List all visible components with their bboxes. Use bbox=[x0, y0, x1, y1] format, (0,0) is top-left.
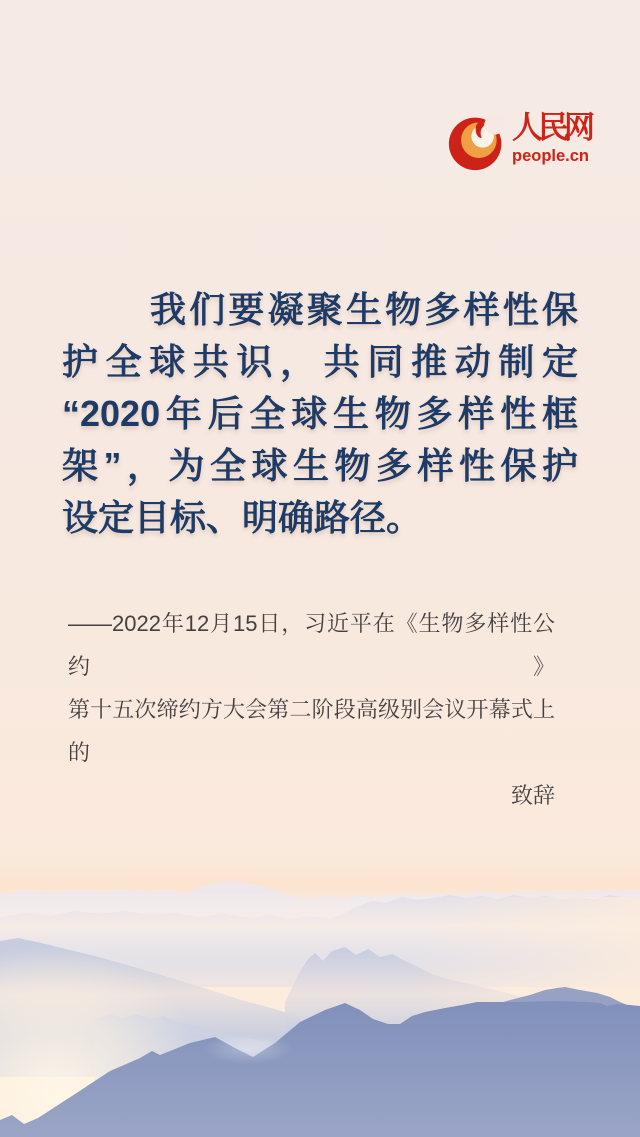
attribution-line-2: 第十五次缔约方大会第二阶段高级别会议开幕式上的 bbox=[68, 697, 555, 765]
logo-text-block bbox=[512, 110, 590, 165]
quote-line-5: 设定目标、明确路径。 bbox=[62, 497, 423, 538]
valley-mist bbox=[202, 1034, 294, 1064]
quote-text-block bbox=[62, 284, 578, 544]
quote-line-4: 架”，为全球生物多样性保护 bbox=[62, 445, 578, 486]
people-cn-swirl-icon bbox=[447, 112, 507, 172]
mountain-background-illustration bbox=[0, 837, 640, 1137]
quote-line-2: 护全球共识，共同推动制定 bbox=[62, 341, 578, 382]
quote-attribution bbox=[68, 602, 555, 817]
attribution-line-3: 致辞 bbox=[510, 783, 555, 808]
logo-brand-name: 人民网 bbox=[512, 110, 590, 145]
logo-brand-domain: people.cn bbox=[512, 147, 590, 165]
people-cn-logo bbox=[447, 110, 590, 172]
attribution-line-1: ——2022年12月15日，习近平在《生物多样性公约》 bbox=[68, 611, 555, 679]
quote-line-1: 我们要凝聚生物多样性保 bbox=[150, 289, 578, 330]
quote-line-3: “2020年后全球生物多样性框 bbox=[62, 393, 578, 434]
